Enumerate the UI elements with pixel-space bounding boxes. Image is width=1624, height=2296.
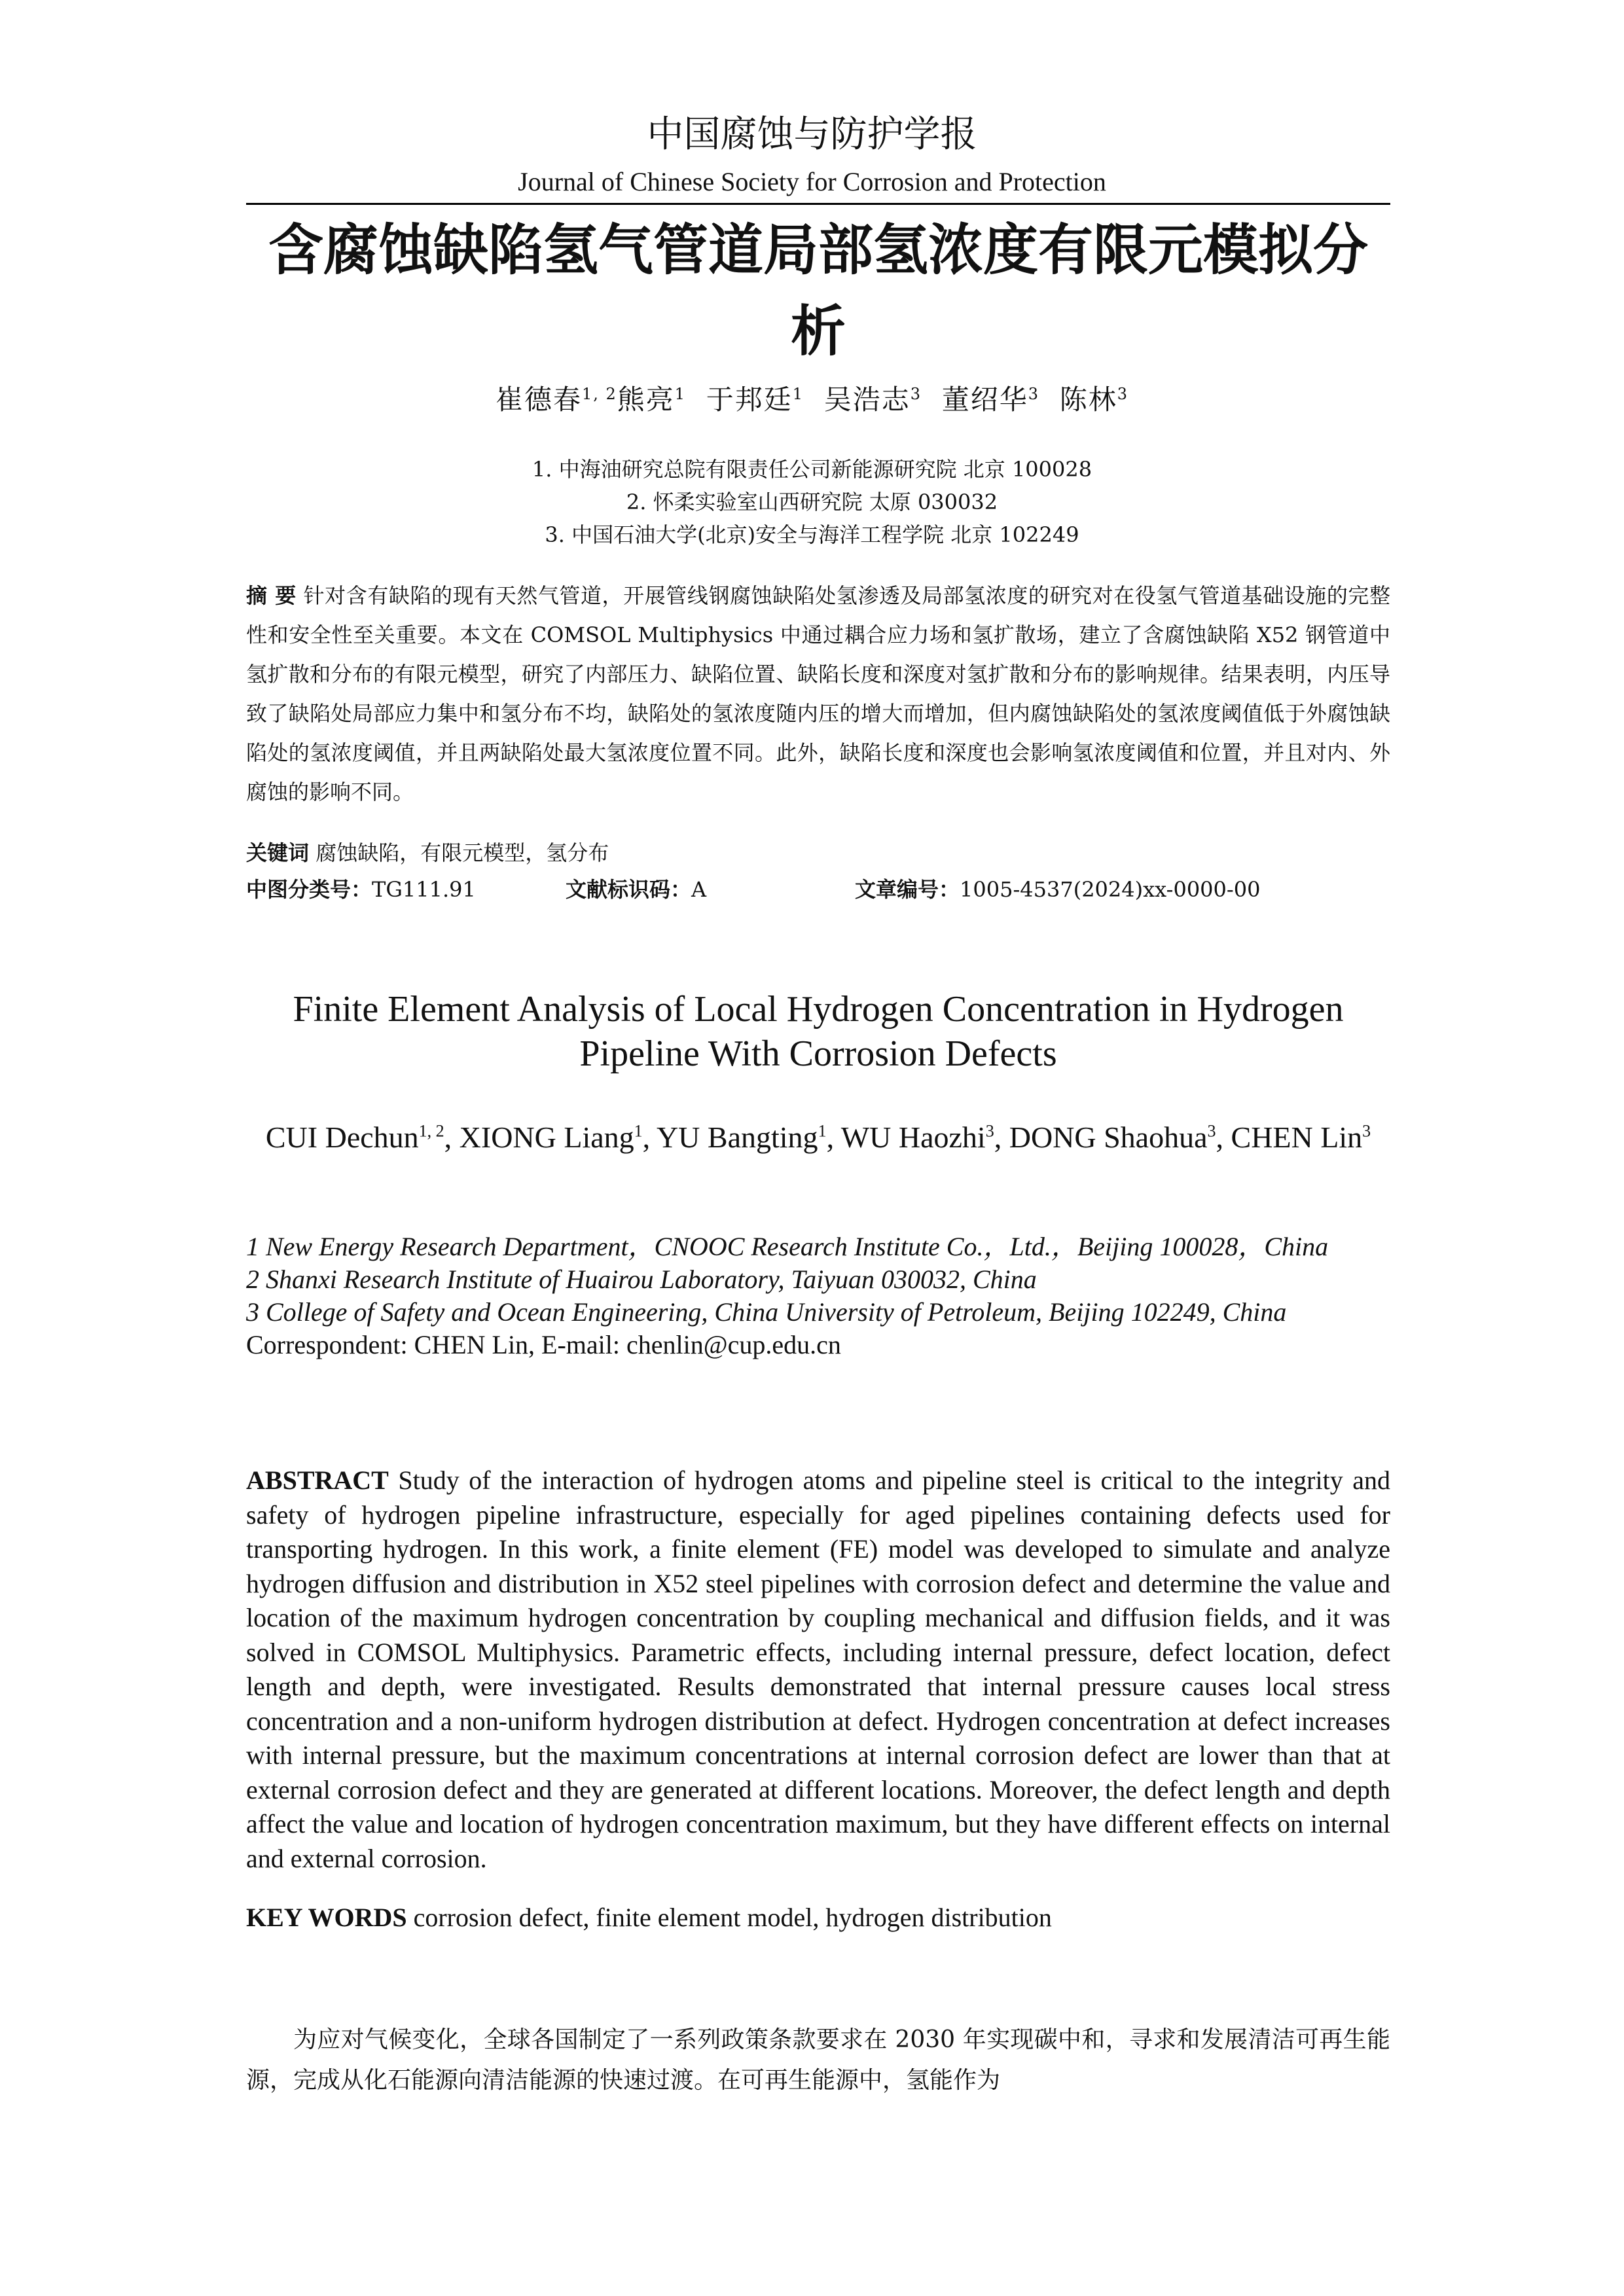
keywords-cn-text: 腐蚀缺陷，有限元模型，氢分布 (316, 840, 609, 865)
author-en: WU Haozhi$^3$, (840, 1121, 1009, 1155)
article-number: 文章编号：1005-4537(2024)xx-0000-00 (855, 877, 1261, 902)
authors-cn (0, 374, 1624, 420)
authors-en (246, 1113, 1390, 1157)
author-en: CHEN Lin$^3$ (1231, 1121, 1371, 1155)
body-paragraph: 为应对气候变化，全球各国制定了一系列政策条款要求在 2030 年实现碳中和，寻求和发展清洁可再生能源，完成从化石能源向清洁能源的快速过渡。在可再生能源中，氢能作为 (246, 2026, 1390, 2094)
header-rule (246, 203, 1390, 205)
correspondent: Correspondent: CHEN Lin, E-mail: chenlin@cup.edu.cn (246, 1330, 841, 1359)
abstract-en-label: ABSTRACT (246, 1465, 389, 1495)
document-code: 文献标识码：A (566, 877, 707, 902)
author-en: DONG Shaohua$^3$, (1009, 1121, 1231, 1155)
affiliations-cn (0, 453, 1624, 551)
abstract-en (246, 1463, 1390, 1876)
author-cn: 熊亮$^1$ (617, 384, 687, 416)
author-cn: 于邦廷$^1$ (706, 384, 804, 416)
author-cn: 陈林$^3$ (1059, 384, 1129, 416)
clc-code: 中图分类号：TG111.91 (246, 877, 476, 902)
title-cn: 含腐蚀缺陷氢气管道局部氢浓度有限元模拟分析 (268, 218, 1368, 363)
keywords-cn (246, 836, 1390, 869)
affiliation-en: 1 New Energy Research Department，CNOOC Research Institute Co.，Ltd.，Beijing 100028，China (246, 1232, 1329, 1261)
author-en: CUI Dechun$^{1, 2}$, (265, 1121, 460, 1155)
author-cn: 崔德春$^{1, 2}$ (495, 384, 617, 416)
author-en: XIONG Liang$^1$, (459, 1121, 657, 1155)
author-en: YU Bangting$^1$, (656, 1121, 841, 1155)
affiliation-cn: 3. 中国石油大学(北京)安全与海洋工程学院 北京 102249 (545, 522, 1079, 547)
keywords-en (246, 1901, 1390, 1935)
title-en: Finite Element Analysis of Local Hydrogen Concentration in Hydrogen Pipeline With Corrosion Defects (293, 989, 1344, 1074)
abstract-cn-text: 针对含有缺陷的现有天然气管道，开展管线钢腐蚀缺陷处氢渗透及局部氢浓度的研究对在役氢气管道基础设施的完整性和安全性至关重要。本文在 COMSOL Multiphysics 中通过耦合应力场和氢扩散场，建立了含腐蚀缺陷 X52 钢管道中氢扩散和分布的有限元模型，研究了内部压力、缺陷位置、缺陷长度和深度对氢扩散和分布的影响规律。结果表明，内压导致了缺陷处局部应力集中和氢分布不均，缺陷处的氢浓度随内压的增大而增加，但内腐蚀缺陷处的氢浓度阈值低于外腐蚀缺陷处的氢浓度阈值，并且两缺陷处最大氢浓度位置不同。此外，缺陷长度和深度也会影响氢浓度阈值和位置，并且对内、外腐蚀的影响不同。 (246, 583, 1390, 804)
affiliation-cn: 2. 怀柔实验室山西研究院 太原 030032 (626, 490, 998, 514)
affiliation-en: 2 Shanxi Research Institute of Huairou Laboratory, Taiyuan 030032, China (246, 1265, 1037, 1294)
journal-name-en: Journal of Chinese Society for Corrosion and Protection (518, 167, 1106, 196)
keywords-cn-label: 关键词 (246, 840, 310, 865)
abstract-cn-label: 摘 要 (246, 583, 297, 608)
author-cn: 董绍华$^3$ (941, 384, 1040, 416)
author-cn: 吴浩志$^3$ (823, 384, 922, 416)
keywords-en-label: KEY WORDS (246, 1903, 407, 1932)
affiliation-cn: 1. 中海油研究总院有限责任公司新能源研究院 北京 100028 (532, 457, 1092, 482)
journal-name-cn: 中国腐蚀与防护学报 (647, 113, 977, 156)
affiliations-en (246, 1230, 1390, 1361)
affiliation-en: 3 College of Safety and Ocean Engineering, China University of Petroleum, Beijing 102249, China (246, 1297, 1287, 1327)
abstract-cn (246, 576, 1390, 812)
keywords-en-text: corrosion defect, finite element model, hydrogen distribution (413, 1903, 1052, 1932)
abstract-en-text: Study of the interaction of hydrogen atoms and pipeline steel is critical to the integrity and safety of hydrogen pipeline infrastructure, especially for aged pipelines containing defects used for transporting hydrogen. In this work, a finite element (FE) model was developed to simulate and analyze hydrogen diffusion and distribution in X52 steel pipelines with corrosion defect and determine the value and location of the maximum hydrogen concentration by coupling mechanical and diffusion fields, and it was solved in COMSOL Multiphysics. Parametric effects, including internal pressure, defect location, defect length and depth, were investigated. Results demonstrated that internal pressure causes local stress concentration and a non-uniform hydrogen distribution at defect. Hydrogen concentration at defect increases with internal pressure, but the maximum concentrations at internal corrosion defect are lower than that at external corrosion defect and they are generated at different locations. Moreover, the defect length and depth affect the value and location of hydrogen concentration maximum, but they have different effects on internal and external corrosion. (246, 1465, 1390, 1873)
